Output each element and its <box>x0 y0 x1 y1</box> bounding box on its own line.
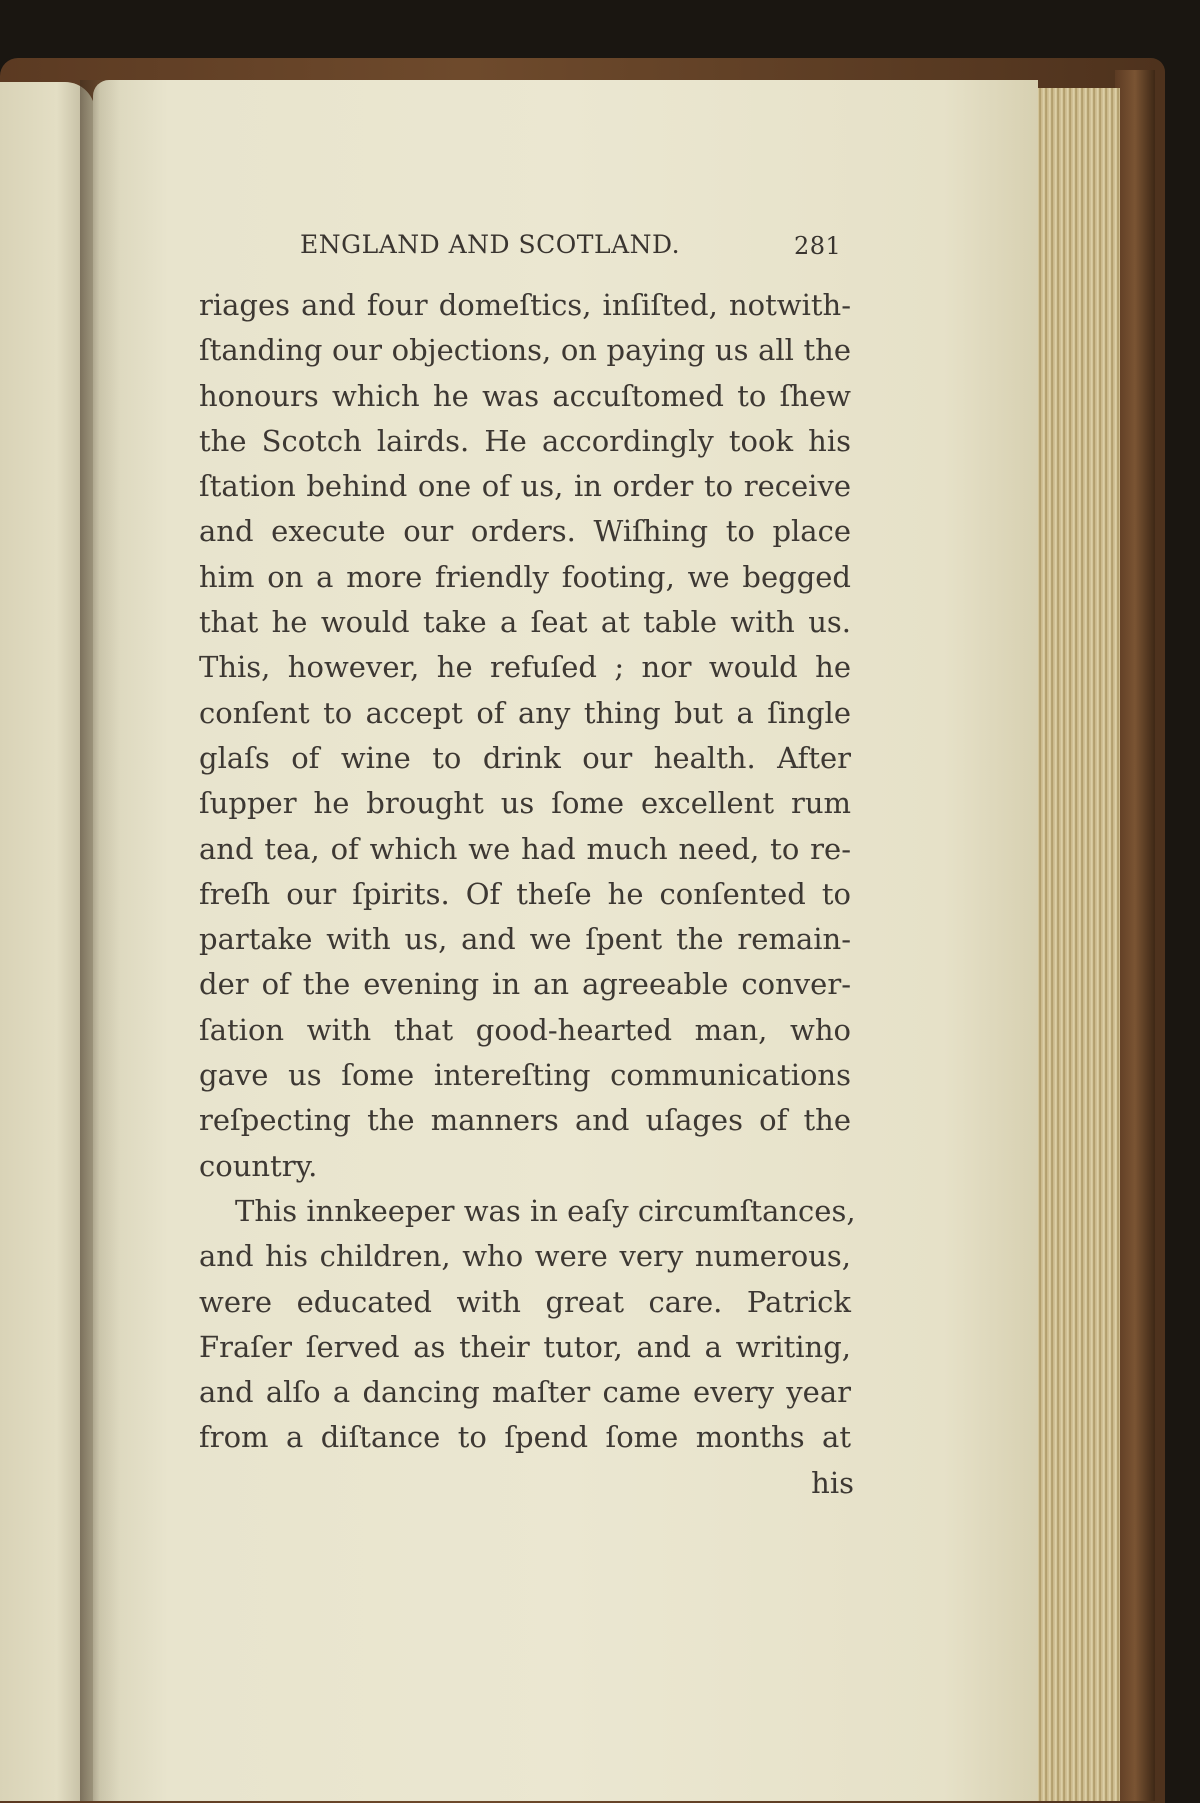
text-line: partake with us, and we ſpent the remain- <box>199 922 851 957</box>
text-line: were educated with great care. Patrick <box>199 1284 851 1319</box>
text-line: country. <box>199 1148 318 1183</box>
text-line: This innkeeper was in eaſy circumſtances, <box>235 1193 856 1228</box>
cover-edge <box>1115 70 1155 1801</box>
page-header <box>0 230 1200 270</box>
text-line: conſent to accept of any thing but a ſingle <box>199 695 851 730</box>
text-line: ſtation behind one of us, in order to receive <box>199 469 851 504</box>
text-line: honours which he was accuſtomed to ſhew <box>199 378 851 413</box>
text-line: glaſs of wine to drink our health. After <box>199 740 851 775</box>
text-line: ſation with that good-hearted man, who <box>199 1012 851 1047</box>
text-line: Fraſer ſerved as their tutor, and a writing, <box>199 1329 851 1364</box>
text-line: from a diſtance to ſpend ſome months at <box>199 1420 851 1455</box>
text-line: and his children, who were very numerous, <box>199 1239 851 1274</box>
page-number: 281 <box>794 232 842 260</box>
text-line: der of the evening in an agreeable conver- <box>199 967 851 1002</box>
text-line: and alſo a dancing maſter came every year <box>199 1375 851 1410</box>
page-fore-edges <box>1030 88 1120 1801</box>
text-line: ſupper he brought us ſome excellent rum <box>199 786 851 821</box>
text-line: ſtanding our objections, on paying us all the <box>199 333 851 368</box>
page-body <box>199 283 856 1506</box>
catchword: his <box>811 1465 854 1500</box>
text-line: gave us ſome intereſting communications <box>199 1058 851 1093</box>
text-line: freſh our ſpirits. Of theſe he conſented to <box>199 876 851 911</box>
gutter-shadow <box>80 80 120 1801</box>
text-line: and execute our orders. Wiſhing to place <box>199 514 851 549</box>
text-line: and tea, of which we had much need, to re- <box>199 831 851 866</box>
text-line: him on a more friendly footing, we begged <box>199 559 851 594</box>
text-line: This, however, he refuſed ; nor would he <box>199 650 851 685</box>
text-line: that he would take a ſeat at table with us. <box>199 605 851 640</box>
text-line: riages and four domeſtics, inſiſted, notwith- <box>199 288 851 322</box>
text-line: the Scotch lairds. He accordingly took his <box>199 423 851 458</box>
running-head: ENGLAND AND SCOTLAND. <box>300 230 681 259</box>
text-line: reſpecting the manners and uſages of the <box>199 1103 851 1138</box>
